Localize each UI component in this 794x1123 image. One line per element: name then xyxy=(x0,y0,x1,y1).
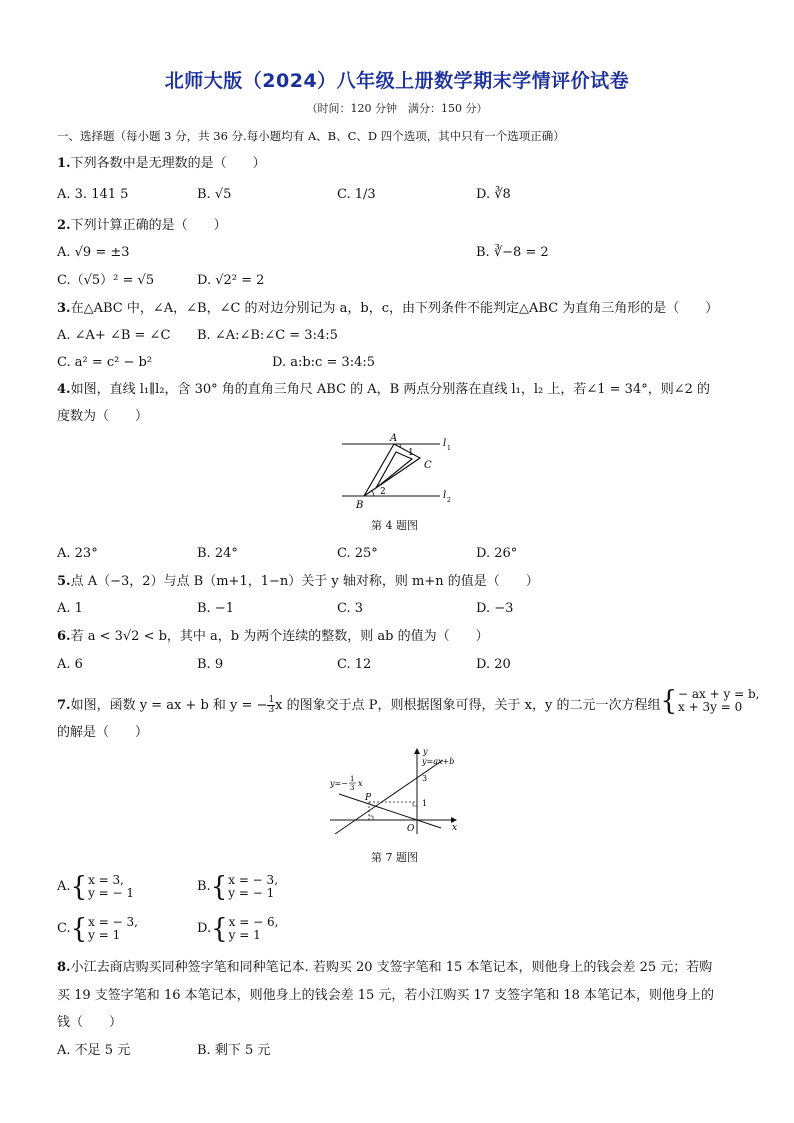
q5-option-b: B. −1 xyxy=(197,601,234,616)
exam-subtitle: （时间：120 分钟 满分：150 分） xyxy=(306,102,488,115)
fig4-angle-2: 2 xyxy=(380,487,386,497)
fig4-label-l1: l xyxy=(443,438,447,449)
fig7-line-label-2-den: 3 xyxy=(350,784,355,792)
question-8-line2: 买 19 支签字笔和 16 本笔记本，则他身上的钱会差 15 元，若小江购买 17 支签字笔和 18 本笔记本，则他身上的 xyxy=(57,988,715,1003)
question-8-line3: 钱（ ） xyxy=(57,1015,123,1030)
q1-option-b: B. √5 xyxy=(197,187,232,202)
question-7: 7.如图，函数 y = ax + b 和 y = − $\frac{1}{3}$ x 的图象交于点 P，则根据图象可得，关于 x，y 的二元一次方程组 { − ax + y = b, x + 3y = 0 xyxy=(57,685,760,717)
question-1: 1.下列各数中是无理数的是（ ） xyxy=(57,156,266,171)
question-2: 2.下列计算正确的是（ ） xyxy=(57,218,227,233)
question-7-line2: 的解是（ ） xyxy=(57,725,149,740)
q2-option-a: A. √9 = ±3 xyxy=(57,245,130,260)
q1-option-c: C. 1/3 xyxy=(337,187,376,202)
q8-option-b: B. 剩下 5 元 xyxy=(197,1043,271,1058)
figure-7 xyxy=(325,746,470,838)
q7-equation-system: { − ax + y = b, x + 3y = 0 xyxy=(660,685,760,717)
q7-option-d: D. { x = − 6, y = 1 xyxy=(197,913,279,945)
fig7-label-p: P xyxy=(365,793,372,803)
q7-option-c: C. { x = − 3, y = 1 xyxy=(57,913,138,945)
q3-option-c: C. a² = c² − b² xyxy=(57,355,153,370)
fig4-label-l1-sub: 1 xyxy=(447,445,451,452)
fig4-angle-1: 1 xyxy=(408,448,414,458)
fig4-label-a: A xyxy=(390,433,398,444)
q1-option-a: A. 3. 141 5 xyxy=(57,187,129,202)
question-4: 4.如图，直线 l₁∥l₂，含 30° 角的直角三角尺 ABC 的 A，B 两点分别落在直线 l₁，l₂ 上，若∠1 = 34°，则∠2 的 xyxy=(57,382,711,397)
q2-option-b: B. ∛−8 = 2 xyxy=(476,245,549,260)
question-5: 5.点 A（−3，2）与点 B（m+1，1−n）关于 y 轴对称，则 m+n 的值是（ ） xyxy=(57,574,539,589)
q7-option-b: B. { x = − 3, y = − 1 xyxy=(197,871,279,903)
fig7-tick-3: 3 xyxy=(422,774,428,783)
q4-option-a: A. 23° xyxy=(57,546,98,561)
q3-option-d: D. a:b:c = 3:4:5 xyxy=(272,355,376,370)
fig4-label-c: C xyxy=(424,460,432,471)
q4-option-c: C. 25° xyxy=(337,546,378,561)
q6-option-d: D. 20 xyxy=(476,657,511,672)
fig7-line-label-2a: y=− xyxy=(330,779,348,788)
figure-7-caption: 第 7 题图 xyxy=(371,851,418,864)
fig7-label-o: O xyxy=(407,824,415,834)
question-4-line2: 度数为（ ） xyxy=(57,409,149,424)
q5-option-d: D. −3 xyxy=(476,601,514,616)
fig7-line-label-1: y=ax+b xyxy=(422,757,455,766)
q6-option-c: C. 12 xyxy=(337,657,372,672)
figure-4-caption: 第 4 题图 xyxy=(371,519,418,532)
fig7-tick-1: 1 xyxy=(422,799,428,808)
fig4-label-l2: l xyxy=(443,490,447,501)
fig7-line-label-2-num: 1 xyxy=(350,775,355,783)
question-6: 6.若 a < 3√2 < b，其中 a，b 为两个连续的整数，则 ab 的值为（ ） xyxy=(57,629,489,644)
q7-option-a: A. { x = 3, y = − 1 xyxy=(57,871,135,903)
fig4-label-l2-sub: 2 xyxy=(447,497,451,504)
q2-option-d: D. √2² = 2 xyxy=(197,273,265,288)
q6-option-a: A. 6 xyxy=(57,657,83,672)
fig7-label-y: y xyxy=(423,747,428,756)
figure-4 xyxy=(338,428,458,514)
q7-fraction: $\frac{1}{3}$ xyxy=(268,695,275,715)
question-8: 8.小江去商店购买同种签字笔和同种笔记本. 若购买 20 支签字笔和 15 本笔记本，则他身上的钱会差 25 元；若购 xyxy=(57,960,713,975)
q1-option-d: D. ∛8 xyxy=(476,187,511,202)
section-heading: 一、选择题（每小题 3 分，共 36 分.每小题均有 A、B、C、D 四个选项，其中只有一个选项正确） xyxy=(57,129,565,143)
q2-option-c: C.（√5）² = √5 xyxy=(57,273,155,288)
q5-option-c: C. 3 xyxy=(337,601,364,616)
fig4-label-b: B xyxy=(356,500,364,511)
q6-option-b: B. 9 xyxy=(197,657,224,672)
page-title: 北师大版（2024）八年级上册数学期末学情评价试卷 xyxy=(164,70,630,92)
q3-option-a: A. ∠A+ ∠B = ∠C xyxy=(57,328,171,343)
q3-option-b: B. ∠A:∠B:∠C = 3:4:5 xyxy=(197,328,338,343)
q8-option-a: A. 不足 5 元 xyxy=(57,1043,131,1058)
fig7-label-x: x xyxy=(452,823,458,833)
q5-option-a: A. 1 xyxy=(57,601,83,616)
q4-option-b: B. 24° xyxy=(197,546,238,561)
fig7-line-label-2b: x xyxy=(358,779,363,788)
question-3: 3.在△ABC 中，∠A，∠B，∠C 的对边分别记为 a，b，c，由下列条件不能判定△ABC 为直角三角形的是（ ） xyxy=(57,301,719,316)
q4-option-d: D. 26° xyxy=(476,546,518,561)
